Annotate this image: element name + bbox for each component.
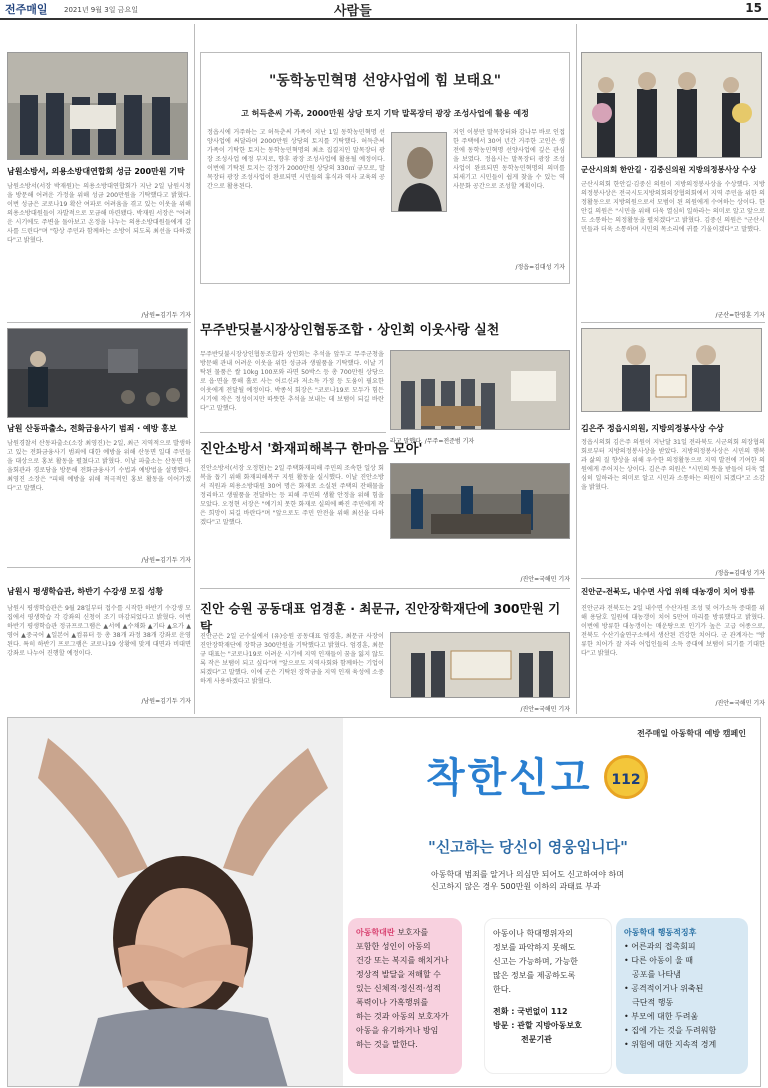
article-caption: 김은주 정읍시의원, 지방의정봉사상 수상 <box>581 424 724 433</box>
article-body-extra <box>391 218 447 258</box>
card-item: • 부모에 대한 두려움 <box>624 1012 699 1021</box>
card-line: 정상적 발달을 저해할 수 <box>356 970 441 979</box>
photo-portrait <box>391 132 447 212</box>
award-photo-illustration <box>582 53 762 158</box>
distressed-child-illustration <box>8 718 343 1087</box>
card-item: • 집에 가는 것을 두려워함 <box>624 1026 717 1035</box>
article-headline: 진안소방서 '화재피해복구 한마음 모아' <box>200 442 423 457</box>
card-item: • 위험에 대한 지속적 경계 <box>624 1040 717 1049</box>
group-photo-illustration <box>8 53 188 160</box>
card-visit-cont: 전문기관 <box>521 1035 552 1044</box>
article-credit: /정읍=김대성 기자 <box>515 264 565 271</box>
newspaper-logo: 전주매일 <box>5 3 48 16</box>
campaign-label: 전주매일 아동학대 예방 캠페인 <box>637 729 746 738</box>
card-item: • 공격적이거나 위축된 <box>624 984 704 993</box>
ad-illustration <box>8 718 343 1087</box>
article-credit: /남원=김기두 기자 <box>141 312 191 319</box>
article-body: 무주반딧불시장상인협동조합과 상인회는 추석을 앞두고 무주군청을 방문해 관내 어려운 이웃을 위한 성금과 생필품을 기탁했다. 이날 기탁된 물품은 쌀 10kg 100포와 라면 50박스 등 총 700만원 상당으로 읍·면을 통해 홀로 사는 어르신과 저소득 가정 등 도움이 필요한 이웃에게 전달될 예정이다. 박종석 회장은 "코로나19로 모두가 힘든 시기에 작은 정성이지만 따뜻한 추석을 보내는 데 보탬이 되길 바란다"고 말했다. <box>200 351 384 412</box>
column-divider <box>576 24 577 714</box>
card-item: • 다른 아동이 울 때 <box>624 956 693 965</box>
child-abuse-campaign-ad <box>7 717 761 1087</box>
article-credit: /군산=한영훈 기자 <box>715 312 765 319</box>
article-body: 군산시의회 한안길·김중신 의원이 지방의정봉사상을 수상했다. 지방의정봉사상은 전국시도지방의회의장협의회에서 지역 주민을 위한 의정활동으로 지방의원으로서 모범이 된 의원에게 수여하는 상이다. 한안길 의원은 "시민을 위해 더욱 열심히 일하라는 의미로 알고 앞으로도 소통하는 의정활동을 펼치겠다"고 밝혔다. 김중신 의원은 "군산시민들과 더욱 소통하며 시민의 목소리에 귀를 기울이겠다"고 말했다. <box>581 181 765 233</box>
photo-councilor-award <box>581 328 762 412</box>
ad-slogan: "신고하는 당신이 영웅입니다" <box>428 838 628 856</box>
ad-subtext <box>431 869 624 893</box>
card-visit: 방문 : 관할 지방아동보호 <box>493 1021 582 1030</box>
fire-recovery-illustration <box>391 464 570 539</box>
article-body: 정읍시에 거주하는 고 허득춘씨 가족이 지난 1일 동학농민혁명 선양사업에 써달라며 2000만원 상당의 토지를 기탁했다. 허득춘씨 가족이 기탁한 토지는 동학농민혁명의 최초 집결지인 말목장터 광장 조성사업 예정 부지로, 향후 광장 조성사업에 활용될 예정이다. 이번에 기탁된 토지는 감정가 2000만원 상당의 330㎡ 규모로, 말목장터 광장 조성사업이 완료되면 시민들의 휴식과 역사 교육의 공간으로 활용된다. <box>207 129 385 190</box>
article-subheadline: 고 허득춘씨 가족, 2000만원 상당 토지 기탁 말목장터 광장 조성사업에 활용 예정 <box>241 109 529 118</box>
section-title: 사람들 <box>334 4 372 19</box>
card-title: 아동학대란 <box>356 928 395 937</box>
article-credit: /남원=김기두 기자 <box>141 557 191 564</box>
card-line: 보호자를 <box>397 928 429 937</box>
page-header <box>0 0 768 20</box>
photo-scholarship <box>390 632 570 698</box>
column-divider <box>194 24 195 714</box>
divider <box>581 578 765 579</box>
article-caption: 남원시 평생학습관, 하반기 수강생 모집 성황 <box>7 587 164 596</box>
article-caption: 남원소방서, 의용소방대연합회 성금 200만원 기탁 <box>7 167 185 176</box>
photo-market-donation <box>390 350 570 430</box>
card-line: 하는 것과 아동의 보호자가 <box>356 1012 449 1021</box>
photo-police-lecture <box>7 328 188 418</box>
card-line: 건강 또는 복지를 해치거나 <box>356 956 449 965</box>
issue-date: 2021년 9월 3일 금요일 <box>64 6 138 14</box>
card-line: 폭력이나 가혹행위를 <box>356 998 429 1007</box>
card-line: 아동이나 학대행위자의 <box>493 929 573 938</box>
article-credit: /진안=국해민 기자 <box>520 706 570 713</box>
info-card-reporting <box>484 918 612 1074</box>
article-credit: /정읍=김대성 기자 <box>715 570 765 577</box>
lecture-photo-illustration <box>8 329 188 418</box>
scholarship-illustration <box>391 633 570 698</box>
article-credit: /진안=국해민 기자 <box>715 700 765 707</box>
article-caption: 진안군-전북도, 내수면 사업 위해 대농갱이 치어 방류 <box>581 587 755 596</box>
article-body: 진안소방서(서장 오정현)는 2일 주택화재피해 주민의 조속한 일상 회복을 돕기 위해 화재피해복구 지원 활동을 실시했다. 이날 진안소방서 직원과 의용소방대원 30여 명은 화재로 소실된 주택의 잔해물을 정리하고 생필품을 전달하는 등 피해 주민의 생활 안정을 위해 힘을 모았다. 오정현 서장은 "예기치 못한 화재로 실의에 빠진 주민에게 작은 희망이 되길 바란다"며 "앞으로도 주민 안전을 위해 최선을 다하겠다"고 말했다. <box>200 465 384 526</box>
photo-fire-recovery <box>390 463 570 539</box>
article-body: 남원경찰서 산동파출소(소장 최영진)는 2일, 최근 지역적으로 발생하고 있는 전화금융사기 범죄에 대한 예방을 위해 산동면 일대 주민들을 대상으로 홍보 활동을 펼쳤다고 밝혔다. 이날 파출소는 산동면 마을회관과 경로당을 방문해 전화금융사기 수법과 예방법을 설명했다. 최영진 소장은 "피해 예방을 위해 적극적인 홍보 활동을 이어가겠다"고 말했다. <box>7 440 191 492</box>
article-credit: 라고 말했다. /무주=전준범 기자 <box>390 438 475 445</box>
card-item: 극단적 행동 <box>632 998 674 1007</box>
portrait-illustration <box>392 133 447 212</box>
article-body: 남원시 평생학습관은 9월 28일부터 접수를 시작한 하반기 수강생 모집에서 평생학습 각 강좌의 신청이 조기 마감되었다고 밝혔다. 이번 하반기 평생학습관 정규프로그램은 ▲서예 ▲수채화 ▲기타 ▲요가 ▲영어 ▲중국어 ▲일본어 ▲컴퓨터 등 총 38개 과정 38개 강좌로 운영된다. 특히 하반기 프로그램은 코로나19 상황에 맞게 대면과 비대면 강좌로 나누어 진행할 예정이다. <box>7 605 191 657</box>
divider <box>200 432 386 433</box>
ad-subtext-line: 아동학대 범죄를 알거나 의심만 되어도 신고하여야 하며 <box>431 870 624 879</box>
card-line: 정보를 파악하지 못해도 <box>493 943 576 952</box>
councilor-photo-illustration <box>582 329 762 412</box>
card-line: 한다. <box>493 985 511 994</box>
photo-council-award <box>581 52 762 158</box>
divider <box>7 567 191 568</box>
photo-firefighters-donation <box>7 52 188 160</box>
police-112-badge <box>604 755 648 799</box>
article-body: 정읍시의회 김은주 의원이 지난달 31일 전라북도 시군의회 의장협의회로부터 지방의정봉사상을 받았다. 지방의정봉사상은 시민의 행복과 삶의 질 향상을 위해 우수한 의정활동으로 지역 발전에 기여한 의원에게 주어지는 상이다. 김은주 의원은 "시민의 뜻을 받들어 더욱 열심히 일하라는 의미로 알고 시민과 소통하는 의원이 되겠다"고 소감을 밝혔다. <box>581 439 765 491</box>
article-headline: 진안 승원 공동대표 엄경훈 · 최문규, 진안장학재단에 300만원 기탁 <box>200 601 561 634</box>
article-body: 진안군과 전북도는 2일 내수면 수산자원 조성 및 어가소득 증대를 위해 용담호 일원에 대농갱이 치어 5만여 마리를 방류했다고 밝혔다. 이번에 방류한 대농갱이는 매운탕으로 인기가 높은 고급 어종으로, 전북도 수산기술연구소에서 생산된 건강한 치어다. 군 관계자는 "방류한 치어가 잘 자라 어업인들의 소득 증대에 보탬이 되기를 기대한다"고 밝혔다. <box>581 605 765 657</box>
ad-subtext-line: 신고하지 않은 경우 500만원 이하의 과태료 부과 <box>431 882 601 891</box>
article-caption: 남원 산동파출소, 전화금융사기 범죄 · 예방 홍보 <box>7 424 177 433</box>
card-title: 아동학대 행동적징후 <box>624 928 697 937</box>
article-body: 남원소방서(서장 박재원)는 의용소방대연합회가 지난 2일 남원시청을 방문해 어려운 가정을 위해 성금 200만원을 기탁했다고 밝혔다. 이번 성금은 코로나19 확산 여파로 어려움을 겪고 있는 이웃을 위해 의용소방대원들이 자발적으로 모금해 마련됐다. 박재원 서장은 "어려운 시기에도 주변을 돌아보고 온정을 나누는 의용소방대원들에게 감사를 드린다"며 "항상 주민과 함께하는 소방이 되도록 최선을 다하겠다"고 밝혔다. <box>7 183 191 244</box>
ad-title: 착한신고 <box>426 755 593 801</box>
article-headline: 무주반딧불시장상인협동조합 · 상인회 이웃사랑 실천 <box>200 323 500 338</box>
card-line: 신고는 가능하며, 가능한 <box>493 957 578 966</box>
card-item: • 어른과의 접촉회피 <box>624 942 696 951</box>
divider <box>200 588 570 589</box>
article-credit: /진안=국해민 기자 <box>520 576 570 583</box>
card-line: 있는 신체적·정신적·성적 <box>356 984 441 993</box>
info-card-definition <box>348 918 462 1074</box>
divider <box>7 322 191 323</box>
card-item: 공포를 나타냄 <box>632 970 681 979</box>
badge-number: 112 <box>611 772 641 788</box>
article-headline: "동학농민혁명 선양사업에 힘 보태요" <box>268 73 502 89</box>
page-number: 15 <box>745 1 762 15</box>
card-line: 많은 정보를 제공하도록 <box>493 971 576 980</box>
article-credit: /남원=김기두 기자 <box>141 698 191 705</box>
divider <box>581 322 765 323</box>
donation-photo-illustration <box>391 351 570 430</box>
card-phone: 전화 : 국번없이 112 <box>493 1007 568 1016</box>
article-body: 진안군은 2일 군수실에서 (유)승원 공동대표 엄경훈, 최문규 사장이 진안장학재단에 장학금 300만원을 기탁했다고 밝혔다. 엄경훈, 최문규 대표는 "코로나19로 어려운 시기에 지역 인재들이 꿈을 잃지 않도록 작은 보탬이 되고 싶다"며 "앞으로도 지역사회와 함께하는 기업이 되겠다"고 말했다. 이에 군은 기탁된 장학금을 지역 인재 육성에 소중하게 사용하겠다고 밝혔다. <box>200 633 384 685</box>
card-line: 하는 것을 말한다. <box>356 1040 418 1049</box>
info-card-signs <box>616 918 748 1074</box>
article-body: 지인 이봉만 말목장터와 감나무 바로 인접한 주택에서 30여 년간 거주한 고인은 생전에 동학농민혁명 선양사업에 깊은 관심을 보였다. 정읍시는 말목장터 광장 조성사업이 완료되면 동학농민혁명의 의미를 되새기고 시민들이 쉽게 찾을 수 있는 역사문화 공간으로 조성할 계획이다. <box>453 129 565 190</box>
card-line: 포함한 성인이 아동의 <box>356 942 431 951</box>
article-caption: 군산시의회 한안길 · 김중신의원 지방의정봉사상 수상 <box>581 165 757 174</box>
card-line: 아동을 유기하거나 방임 <box>356 1026 439 1035</box>
